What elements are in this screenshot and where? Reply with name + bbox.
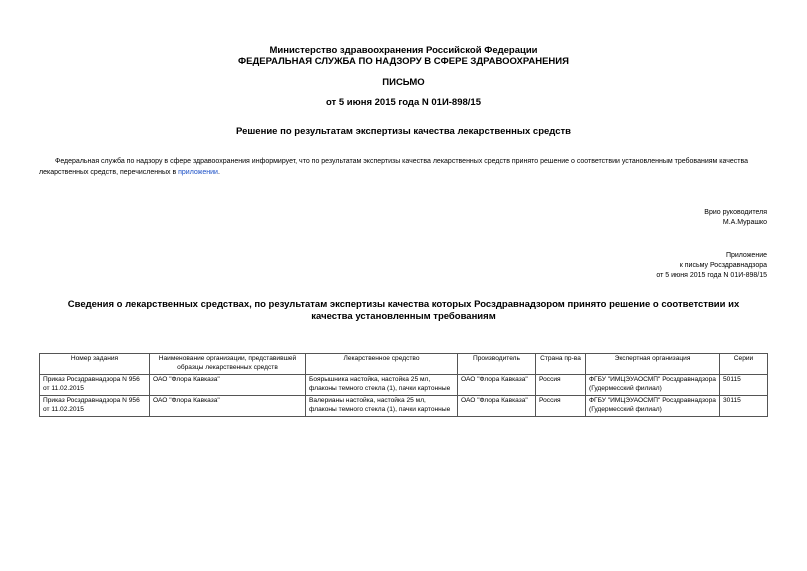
signature-name: М.А.Мурашко (722, 219, 767, 226)
doc-date-number: от 5 июня 2015 года N 01И-898/15 (325, 97, 481, 108)
appendix-title: Сведения о лекарственных средствах, по результатам экспертизы качества которых Росздравнадзором принято решение о соответствии их качества установленным требованиям (67, 299, 740, 322)
col-header-org: Наименование организации, представившей образцы лекарственных средств (150, 354, 306, 375)
cell-expert: ФГБУ "ИМЦЭУАОСМП" Росздравнадзора (Гудермесский филиал) (586, 396, 720, 417)
table-row (40, 396, 768, 417)
col-header-task: Номер задания (40, 354, 150, 375)
doc-type: ПИСЬМО (382, 77, 425, 88)
ministry-name: Министерство здравоохранения Российской Федерации (269, 45, 538, 56)
appendix-ref-line2: к письму Росздравнадзора (679, 262, 767, 269)
signature-position: Врио руководителя (704, 209, 767, 216)
service-name: ФЕДЕРАЛЬНАЯ СЛУЖБА ПО НАДЗОРУ В СФЕРЕ ЗДРАВООХРАНЕНИЯ (238, 56, 569, 67)
table-row (40, 375, 768, 396)
table-header-row (40, 354, 768, 375)
cell-task: Приказ Росздравнадзора N 956 от 11.02.2015 (40, 375, 150, 396)
col-header-series: Серии (720, 354, 768, 375)
paragraph-text: Федеральная служба по надзору в сфере здравоохранения информирует, что по результатам экспертизы качества лекарственных средств принято решение о соответствии установленным требованиям качества лекарственных средств, перечисленных в (39, 158, 749, 176)
appendix-ref-line1: Приложение (725, 252, 767, 259)
cell-org: ОАО "Флора Кавказа" (150, 375, 306, 396)
signature-block (704, 208, 767, 228)
doc-title: Решение по результатам экспертизы качества лекарственных средств (236, 126, 571, 137)
cell-series: 50115 (720, 375, 768, 396)
col-header-country: Страна пр-ва (536, 354, 586, 375)
appendix-reference (656, 251, 767, 281)
col-header-maker: Производитель (458, 354, 536, 375)
col-header-drug: Лекарственное средство (306, 354, 458, 375)
body-paragraph (39, 156, 767, 178)
appendix-ref-line3: от 5 июня 2015 года N 01И-898/15 (656, 272, 767, 279)
appendix-link[interactable]: приложении (178, 169, 218, 176)
cell-task: Приказ Росздравнадзора N 956 от 11.02.2015 (40, 396, 150, 417)
cell-org: ОАО "Флора Кавказа" (150, 396, 306, 417)
cell-maker: ОАО "Флора Кавказа" (458, 375, 536, 396)
col-header-expert: Экспертная организация (586, 354, 720, 375)
drugs-table (39, 353, 768, 417)
cell-maker: ОАО "Флора Кавказа" (458, 396, 536, 417)
cell-country: Россия (536, 396, 586, 417)
cell-expert: ФГБУ "ИМЦЭУАОСМП" Росздравнадзора (Гудермесский филиал) (586, 375, 720, 396)
cell-drug: Валерианы настойка, настойка 25 мл, флаконы темного стекла (1), пачки картонные (306, 396, 458, 417)
cell-country: Россия (536, 375, 586, 396)
paragraph-end: . (217, 169, 220, 176)
cell-drug: Боярышника настойка, настойка 25 мл, флаконы темного стекла (1), пачки картонные (306, 375, 458, 396)
cell-series: 30115 (720, 396, 768, 417)
